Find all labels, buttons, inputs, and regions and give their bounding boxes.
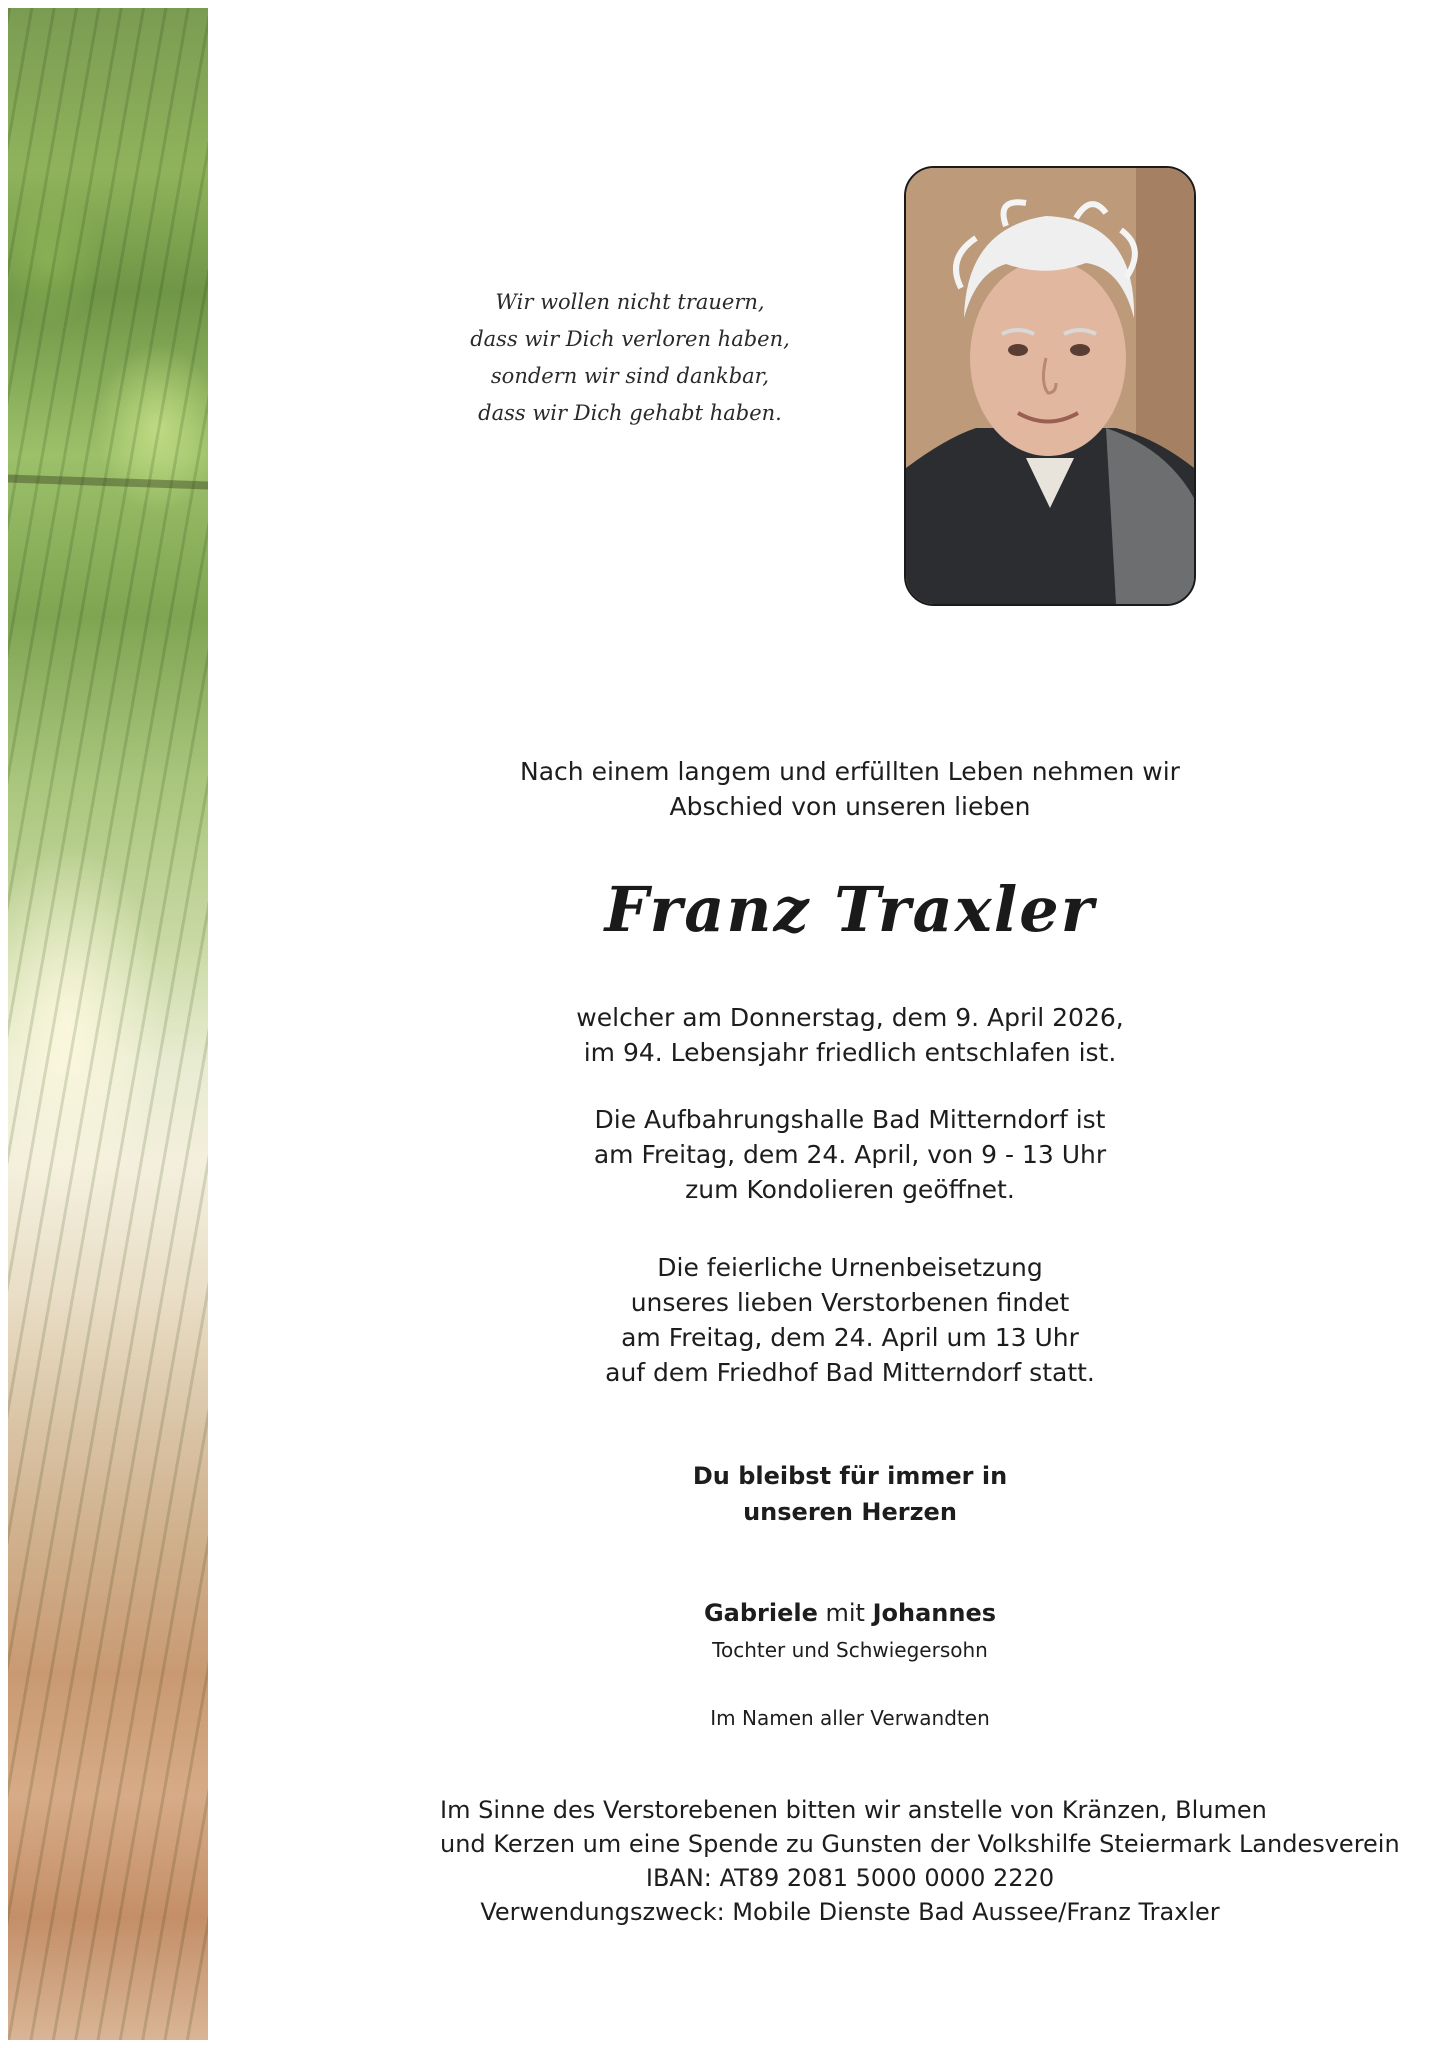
mourners-names (440, 1596, 1260, 1630)
burial-info (440, 1250, 1260, 1390)
viewing-line: zum Kondolieren geöffnet. (685, 1175, 1015, 1204)
donation-line: Im Sinne des Verstorebenen bitten wir anstelle von Kränzen, Blumen (440, 1796, 1267, 1824)
donation-iban: IBAN: AT89 2081 5000 0000 2220 (645, 1864, 1055, 1892)
quote-line: Wir wollen nicht trauern, (495, 290, 765, 314)
mourner-joiner: mit (825, 1599, 865, 1627)
burial-line: unseres lieben Verstorbenen findet (630, 1288, 1070, 1317)
viewing-line: Die Aufbahrungshalle Bad Mitterndorf ist (594, 1105, 1106, 1134)
intro-line: Abschied von unseren lieben (669, 792, 1031, 821)
memorial-motto (440, 1458, 1260, 1530)
death-notice-line: welcher am Donnerstag, dem 9. April 2026, (576, 1003, 1124, 1032)
death-notice (440, 1000, 1260, 1070)
viewing-line: am Freitag, dem 24. April, von 9 - 13 Uhr (593, 1140, 1107, 1169)
mourner-second-name: Johannes (872, 1599, 997, 1627)
quote-line: sondern wir sind dankbar, (490, 364, 770, 388)
donation-purpose: Verwendungszweck: Mobile Dienste Bad Aussee/Franz Traxler (480, 1898, 1220, 1926)
intro-text (440, 754, 1260, 824)
quote-line: dass wir Dich gehabt haben. (478, 401, 782, 425)
death-notice-line: im 94. Lebensjahr friedlich entschlafen ist. (583, 1038, 1117, 1067)
mourner-first-name: Gabriele (703, 1599, 818, 1627)
intro-line: Nach einem langem und erfüllten Leben nehmen wir (520, 757, 1180, 786)
burial-line: Die feierliche Urnenbeisetzung (657, 1253, 1043, 1282)
burial-line: am Freitag, dem 24. April um 13 Uhr (621, 1323, 1079, 1352)
motto-line: unseren Herzen (743, 1498, 957, 1526)
motto-line: Du bleibst für immer in (692, 1462, 1008, 1490)
mourners-relation: Tochter und Schwiegersohn (712, 1638, 988, 1662)
deceased-name: Franz Traxler (604, 873, 1096, 946)
donation-request (440, 1793, 1400, 1929)
viewing-info (440, 1102, 1260, 1207)
burial-line: auf dem Friedhof Bad Mitterndorf statt. (605, 1358, 1095, 1387)
deceased-portrait-photo (904, 166, 1196, 606)
donation-line: und Kerzen um eine Spende zu Gunsten der Volkshilfe Steiermark Landesverein (440, 1830, 1400, 1858)
memorial-quote (430, 284, 830, 432)
quote-line: dass wir Dich verloren haben, (470, 327, 790, 351)
forest-path-decoration (8, 8, 208, 2040)
relatives-note: Im Namen aller Verwandten (710, 1706, 990, 1730)
